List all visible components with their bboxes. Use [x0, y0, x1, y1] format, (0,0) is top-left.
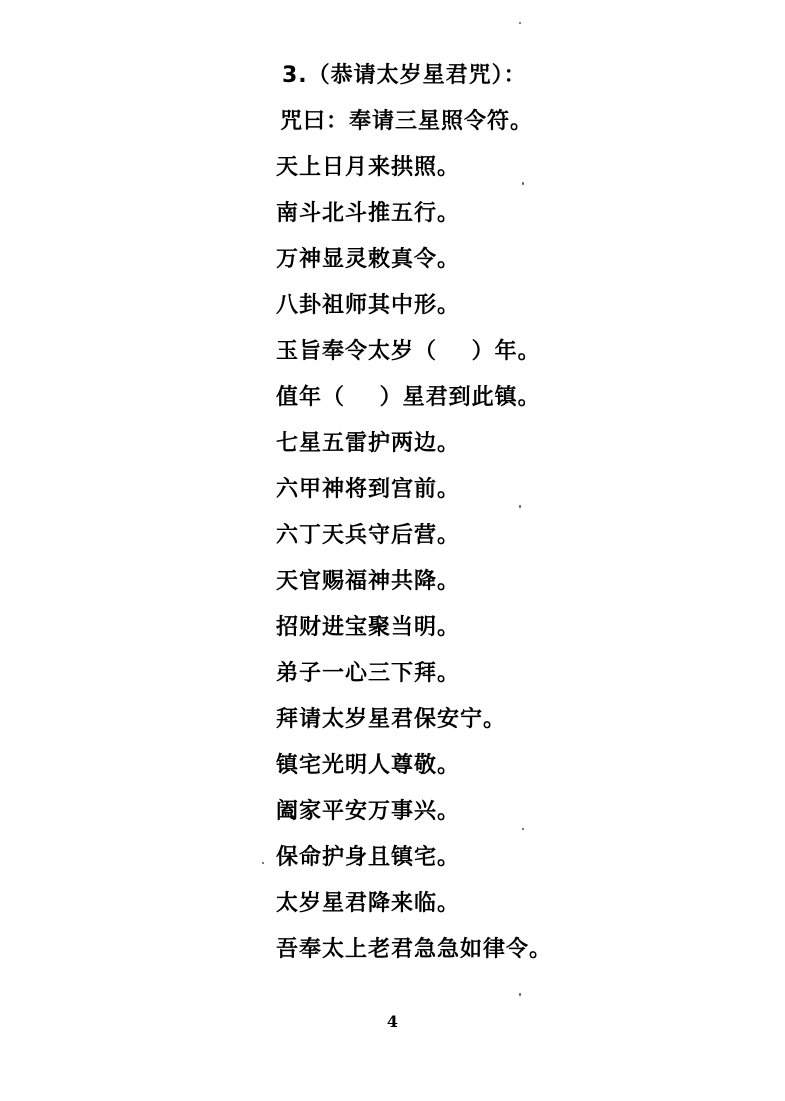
text-line: 六甲神将到宫前。: [276, 477, 461, 502]
text-line: 天上日月来拱照。: [276, 155, 461, 180]
scan-speck: [519, 993, 521, 996]
text-line: 保命护身且镇宅。: [276, 845, 461, 870]
text-line: 弟子一心三下拜。: [276, 661, 461, 686]
text-line: 咒曰：奉请三星照令符。: [280, 109, 534, 134]
text-line: 阖家平安万事兴。: [276, 799, 461, 824]
text-line: 八卦祖师其中形。: [276, 293, 461, 318]
text-line: 南斗北斗推五行。: [276, 201, 461, 226]
text-line: 天官赐福神共降。: [276, 569, 461, 594]
scan-speck: [522, 828, 524, 830]
text-line: 玉旨奉令太岁（ ）年。: [276, 339, 541, 364]
text-line: 值年（ ）星君到此镇。: [276, 385, 541, 410]
text-line: 吾奉太上老君急急如律令。: [276, 937, 553, 962]
scan-speck: [519, 22, 521, 24]
text-line: 招财进宝聚当明。: [276, 615, 461, 640]
page-number: 4: [386, 1012, 399, 1031]
section-heading: 3.（恭请太岁星君咒）：: [282, 63, 527, 88]
text-line: 太岁星君降来临。: [276, 891, 461, 916]
scan-speck: [519, 505, 521, 508]
text-line: 七星五雷护两边。: [276, 431, 461, 456]
scan-speck: [262, 862, 264, 864]
text-line: 拜请太岁星君保安宁。: [276, 707, 507, 732]
text-line: 六丁天兵守后营。: [276, 523, 461, 548]
incantation-text-block: [276, 53, 756, 973]
text-line: 万神显灵敕真令。: [276, 247, 461, 272]
scan-speck: [522, 182, 524, 185]
text-line: 镇宅光明人尊敬。: [276, 753, 461, 778]
